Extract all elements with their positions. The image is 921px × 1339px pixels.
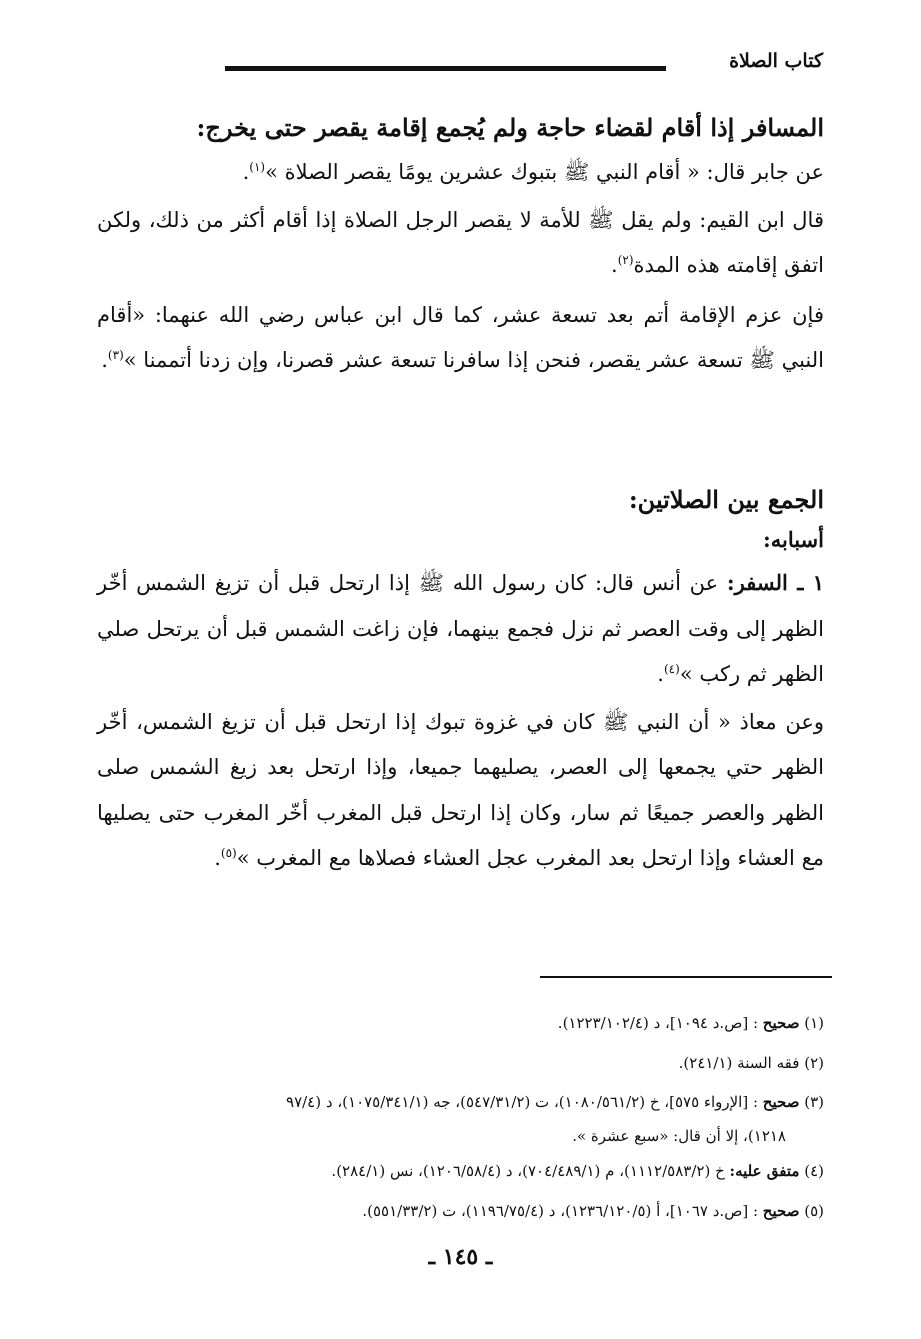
footnote-1 (92, 1003, 824, 1043)
footnote-number: (٢) (804, 1054, 824, 1072)
paragraph-anas (97, 560, 824, 698)
footnote-continuation: ١٢١٨)، إلا أن قال: «سبع عشرة ». (572, 1127, 786, 1145)
footnote-2 (92, 1043, 824, 1083)
paragraph-text: عن جابر قال: « أقام النبي ﷺ بتبوك عشرين يومًا يقصر الصلاة » (265, 160, 824, 184)
footnote-number: (٤) (804, 1162, 824, 1180)
footnote-grade: صحيح (762, 1093, 800, 1111)
section-heading-combining: الجمع بين الصلاتين: (628, 485, 824, 514)
footnote-number: (١) (804, 1014, 824, 1032)
paragraph-end: . (214, 846, 221, 870)
footnote-ref: (٥) (220, 846, 237, 860)
footnotes (92, 1003, 824, 1231)
paragraph-jabir (97, 150, 824, 196)
footnote-text: : [ص.د ١٠٦٧]، أ (١٢٣٦/١٢٠/٥)، د (١١٩٦/٧٥/٤)، ت (٥٥١/٣٣/٢). (362, 1202, 759, 1220)
section-combining-prayers (97, 480, 824, 882)
footnote-text: : [الإرواء ٥٧٥]، خ (١٠٨٠/٥٦١/٢)، ت (٥٤٧/٣١/٢)، جه (١٠٧٥/٣٤١/١)، د (٩٧/٤ (286, 1093, 759, 1111)
footnote-ref: (٤) (663, 662, 680, 676)
footnote-text: : [ص.د ١٠٩٤]، د (١٢٢٣/١٠٢/٤). (557, 1014, 759, 1032)
paragraph-text: عن أنس قال: كان رسول الله ﷺ إذا ارتحل قبل أن تزيغ الشمس أخّر الظهر إلى وقت العصر ثم نزل فجمع بينهما، فإن زاغت الشمس قبل أن يرتحل صلي الظهر ثم ركب » (97, 571, 824, 686)
reason-lead: ١ ـ السفر: (726, 570, 825, 595)
paragraph-end: . (657, 662, 664, 686)
footnote-number: (٥) (804, 1202, 824, 1220)
footnote-ref: (١) (249, 160, 266, 174)
paragraph-muadh (97, 700, 824, 882)
paragraph-text: قال ابن القيم: ولم يقل ﷺ للأمة لا يقصر الرجل الصلاة إذا أقام أكثر من ذلك، ولكن اتفق إقامته هذه المدة (97, 207, 824, 277)
paragraph-text: فإن عزم الإقامة أتم بعد تسعة عشر، كما قال ابن عباس رضي الله عنهما: «أقام النبي ﷺ تسعة عشر يقصر، فنحن إذا سافرنا تسعة عشر قصرنا، وإن زدنا أتممنا » (97, 302, 824, 372)
paragraph-ibn-qayyim (97, 198, 824, 289)
section-heading-traveler: المسافر إذا أقام لقضاء حاجة ولم يُجمع إقامة يقصر حتى يخرج: (196, 113, 824, 142)
paragraph-end: . (101, 348, 108, 372)
paragraph-ibn-abbas (97, 293, 824, 384)
footnote-text: فقه السنة (٢٤١/١). (678, 1054, 800, 1072)
footnote-grade: صحيح (762, 1202, 800, 1220)
footnote-separator (540, 976, 832, 978)
footnote-number: (٣) (804, 1093, 824, 1111)
footnote-3 (92, 1083, 824, 1151)
header-rule (225, 66, 666, 71)
footnote-text: خ (١١١٢/٥٨٣/٢)، م (٧٠٤/٤٨٩/١)، د (١٢٠٦/٥٨/٤)، نس (٢٨٤/١). (331, 1162, 730, 1180)
footnote-ref: (٣) (107, 348, 124, 362)
subheading-reasons: أسبابه: (762, 527, 824, 552)
section-traveler (97, 108, 824, 384)
paragraph-end: . (611, 253, 618, 277)
page-number: ـ ١٤٥ ـ (428, 1244, 493, 1270)
footnote-grade: صحيح (762, 1014, 800, 1032)
footnote-grade: متفق عليه: (729, 1162, 800, 1180)
footnote-ref: (٢) (617, 253, 634, 267)
running-header-title: كتاب الصلاة (729, 50, 823, 72)
paragraph-text: وعن معاذ « أن النبي ﷺ كان في غزوة تبوك إذا ارتحل قبل أن تزيغ الشمس، أخّر الظهر حتي يجمعها إلى العصر، يصليهما جميعا، وإذا ارتحل بعد زيغ الشمس صلى الظهر والعصر جميعًا ثم سار، وكان إذا ارتحل قبل المغرب أخّر المغرب حتى يصليها مع العشاء وإذا ارتحل بعد المغرب عجل العشاء فصلاها مع المغرب » (97, 709, 825, 870)
footnote-5 (92, 1191, 824, 1231)
footnote-4 (92, 1151, 824, 1191)
paragraph-end: . (242, 160, 250, 184)
